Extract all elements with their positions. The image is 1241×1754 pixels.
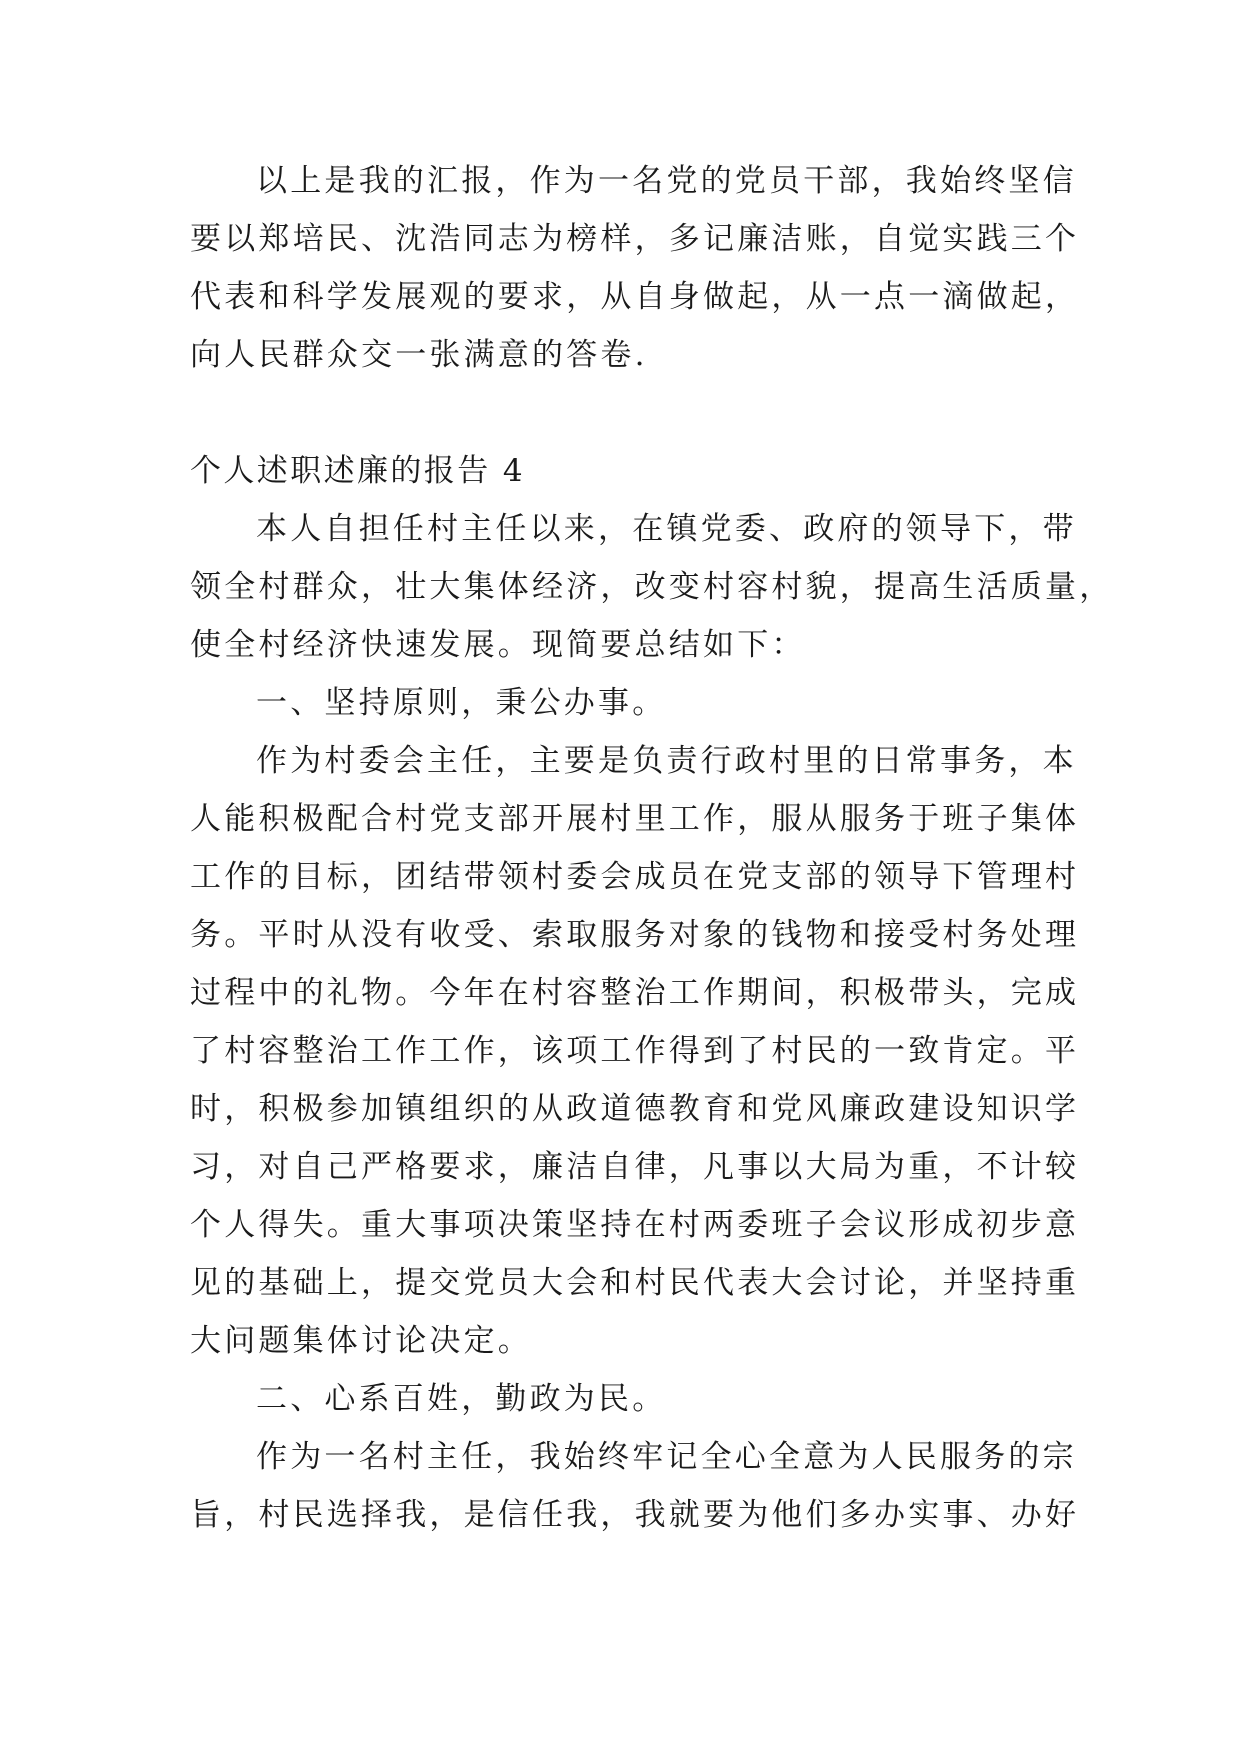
paragraph-line: 使全村经济快速发展。现简要总结如下： <box>190 627 806 663</box>
paragraph-line: 习，对自己严格要求，廉洁自律，凡事以大局为重，不计较 <box>190 1149 1080 1185</box>
paragraph-line: 代表和科学发展观的要求，从自身做起，从一点一滴做起， <box>190 279 1080 315</box>
paragraph-line: 过程中的礼物。今年在村容整治工作期间，积极带头，完成 <box>190 975 1080 1011</box>
paragraph-line: 务。平时从没有收受、索取服务对象的钱物和接受村务处理 <box>190 917 1080 953</box>
paragraph-line: 以上是我的汇报，作为一名党的党员干部，我始终坚信 <box>256 163 1077 199</box>
paragraph-line: 个人得失。重大事项决策坚持在村两委班子会议形成初步意 <box>190 1207 1080 1243</box>
paragraph-line: 见的基础上，提交党员大会和村民代表大会讨论，并坚持重 <box>190 1265 1080 1301</box>
subheading-1: 一、坚持原则，秉公办事。 <box>256 685 667 721</box>
paragraph-line: 作为一名村主任，我始终牢记全心全意为人民服务的宗 <box>256 1439 1077 1475</box>
paragraph-line: 了村容整治工作工作，该项工作得到了村民的一致肯定。平 <box>190 1033 1080 1069</box>
document-body <box>190 152 1114 1544</box>
paragraph-line: 作为村委会主任，主要是负责行政村里的日常事务，本 <box>256 743 1077 779</box>
paragraph-line: 领全村群众，壮大集体经济，改变村容村貌，提高生活质量， <box>190 569 1114 605</box>
paragraph-line: 人能积极配合村党支部开展村里工作，服从服务于班子集体 <box>190 801 1080 837</box>
paragraph-line: 大问题集体讨论决定。 <box>190 1323 532 1359</box>
section-title: 个人述职述廉的报告 4 <box>190 453 525 489</box>
paragraph-line: 本人自担任村主任以来，在镇党委、政府的领导下，带 <box>256 511 1077 547</box>
paragraph-line: 向人民群众交一张满意的答卷. <box>190 337 648 373</box>
paragraph-line: 工作的目标，团结带领村委会成员在党支部的领导下管理村 <box>190 859 1080 895</box>
paragraph-line: 旨，村民选择我，是信任我，我就要为他们多办实事、办好 <box>190 1497 1080 1533</box>
subheading-2: 二、心系百姓，勤政为民。 <box>256 1381 667 1417</box>
paragraph-gap <box>190 384 1070 442</box>
paragraph-line: 要以郑培民、沈浩同志为榜样，多记廉洁账，自觉实践三个 <box>190 221 1080 257</box>
paragraph-line: 时，积极参加镇组织的从政道德教育和党风廉政建设知识学 <box>190 1091 1080 1127</box>
